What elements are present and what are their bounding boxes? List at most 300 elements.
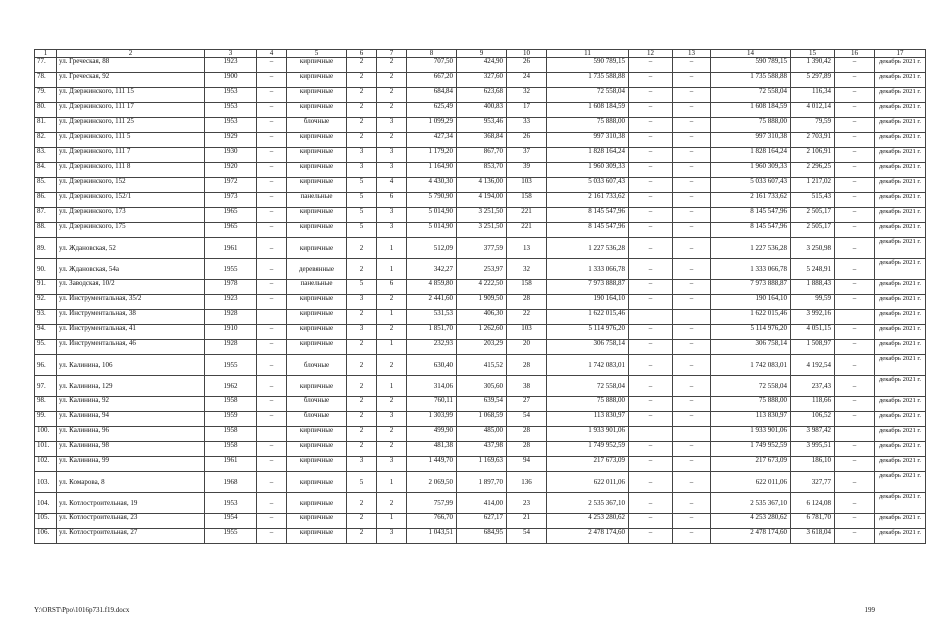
value-cell: 1 828 164,24 xyxy=(711,148,791,163)
value-cell: 103 xyxy=(507,178,547,193)
date-cell: декабрь 2021 г. xyxy=(875,295,926,310)
value-cell: 6 124,08 xyxy=(791,493,835,514)
value-cell: 22 xyxy=(507,310,547,325)
value-cell: 1 828 164,24 xyxy=(547,148,629,163)
value-cell: – xyxy=(257,259,287,280)
value-cell: 1965 xyxy=(205,208,257,223)
value-cell: 5 014,90 xyxy=(407,223,457,238)
value-cell: – xyxy=(673,376,711,397)
value-cell: – xyxy=(835,280,875,295)
date-cell: декабрь 2021 г. xyxy=(875,280,926,295)
address-cell: ул. Дзержинского, 175 xyxy=(57,223,205,238)
value-cell: кирпичные xyxy=(287,73,347,88)
value-cell: 2 xyxy=(347,355,377,376)
value-cell: 853,70 xyxy=(457,163,507,178)
value-cell: 2 069,50 xyxy=(407,472,457,493)
date-cell: декабрь 2021 г. xyxy=(875,340,926,355)
value-cell: 1958 xyxy=(205,442,257,457)
row-number-cell: 100. xyxy=(35,427,57,442)
value-cell: – xyxy=(257,280,287,295)
value-cell: – xyxy=(835,529,875,544)
value-cell: 2 xyxy=(347,310,377,325)
value-cell: – xyxy=(257,163,287,178)
value-cell: 2 xyxy=(377,103,407,118)
column-number-header: 10 xyxy=(507,50,547,58)
value-cell: – xyxy=(673,88,711,103)
date-cell: декабрь 2021 г. xyxy=(875,223,926,238)
value-cell: 94 xyxy=(507,457,547,472)
value-cell: 28 xyxy=(507,355,547,376)
value-cell: 414,00 xyxy=(457,493,507,514)
column-number-header: 5 xyxy=(287,50,347,58)
value-cell: кирпичные xyxy=(287,133,347,148)
value-cell: 590 789,15 xyxy=(547,58,629,73)
value-cell: 3 xyxy=(377,412,407,427)
value-cell: – xyxy=(257,133,287,148)
value-cell: 1 217,02 xyxy=(791,178,835,193)
date-cell: декабрь 2021 г. xyxy=(875,73,926,88)
value-cell: – xyxy=(673,178,711,193)
value-cell: – xyxy=(629,295,673,310)
value-cell: – xyxy=(835,355,875,376)
value-cell: – xyxy=(257,103,287,118)
value-cell: 1 169,63 xyxy=(457,457,507,472)
value-cell: кирпичные xyxy=(287,88,347,103)
value-cell: кирпичные xyxy=(287,325,347,340)
value-cell: 2 478 174,60 xyxy=(711,529,791,544)
value-cell: 1929 xyxy=(205,133,257,148)
table-row xyxy=(35,529,926,544)
column-number-header: 6 xyxy=(347,50,377,58)
value-cell: 5 xyxy=(347,472,377,493)
value-cell: 314,06 xyxy=(407,376,457,397)
value-cell: 757,99 xyxy=(407,493,457,514)
value-cell: – xyxy=(629,178,673,193)
address-cell: ул. Греческая, 92 xyxy=(57,73,205,88)
value-cell: 400,83 xyxy=(457,103,507,118)
value-cell: – xyxy=(257,148,287,163)
date-cell: декабрь 2021 г. xyxy=(875,355,926,376)
value-cell: – xyxy=(629,529,673,544)
table-row xyxy=(35,118,926,133)
row-number-cell: 105. xyxy=(35,514,57,529)
value-cell: 2 xyxy=(377,427,407,442)
value-cell: – xyxy=(673,397,711,412)
value-cell: 3 xyxy=(377,148,407,163)
value-cell: 2 xyxy=(377,442,407,457)
value-cell: 72 558,04 xyxy=(711,88,791,103)
housing-table xyxy=(34,49,926,544)
value-cell: 867,70 xyxy=(457,148,507,163)
value-cell: 1953 xyxy=(205,493,257,514)
value-cell: – xyxy=(629,58,673,73)
row-number-cell: 99. xyxy=(35,412,57,427)
row-number-cell: 90. xyxy=(35,259,57,280)
value-cell: 6 781,70 xyxy=(791,514,835,529)
value-cell: 1972 xyxy=(205,178,257,193)
value-cell: – xyxy=(629,397,673,412)
value-cell: 1 043,51 xyxy=(407,529,457,544)
table-row xyxy=(35,340,926,355)
value-cell: – xyxy=(257,529,287,544)
value-cell: 4 253 280,62 xyxy=(547,514,629,529)
date-cell: декабрь 2021 г. xyxy=(875,148,926,163)
value-cell: 5 xyxy=(347,208,377,223)
value-cell: – xyxy=(835,163,875,178)
value-cell xyxy=(257,310,287,325)
value-cell: блочные xyxy=(287,118,347,133)
value-cell: 2 xyxy=(347,427,377,442)
value-cell: – xyxy=(629,340,673,355)
value-cell: 1 164,90 xyxy=(407,163,457,178)
value-cell: – xyxy=(673,514,711,529)
row-number-cell: 94. xyxy=(35,325,57,340)
value-cell: 1958 xyxy=(205,427,257,442)
value-cell: 415,52 xyxy=(457,355,507,376)
address-cell: ул. Калинина, 96 xyxy=(57,427,205,442)
value-cell: – xyxy=(629,514,673,529)
value-cell: – xyxy=(673,223,711,238)
value-cell xyxy=(835,310,875,325)
value-cell: – xyxy=(257,118,287,133)
value-cell: 1 333 066,78 xyxy=(711,259,791,280)
value-cell: 1923 xyxy=(205,58,257,73)
value-cell: 2 296,25 xyxy=(791,163,835,178)
value-cell: – xyxy=(673,472,711,493)
date-cell: декабрь 2021 г. xyxy=(875,457,926,472)
date-cell: декабрь 2021 г. xyxy=(875,259,926,280)
date-cell: декабрь 2021 г. xyxy=(875,88,926,103)
value-cell: – xyxy=(257,457,287,472)
address-cell: ул. Калинина, 99 xyxy=(57,457,205,472)
value-cell: кирпичные xyxy=(287,472,347,493)
row-number-cell: 93. xyxy=(35,310,57,325)
value-cell: 1 742 083,01 xyxy=(711,355,791,376)
value-cell: 515,43 xyxy=(791,193,835,208)
column-number-header: 2 xyxy=(57,50,205,58)
value-cell: 72 558,04 xyxy=(547,88,629,103)
value-cell: 2 703,91 xyxy=(791,133,835,148)
value-cell: 75 888,00 xyxy=(547,397,629,412)
value-cell: 24 xyxy=(507,73,547,88)
row-number-cell: 82. xyxy=(35,133,57,148)
value-cell: 2 505,17 xyxy=(791,223,835,238)
value-cell: 5 033 607,43 xyxy=(711,178,791,193)
value-cell: – xyxy=(629,238,673,259)
value-cell: 622 011,06 xyxy=(711,472,791,493)
value-cell: 1 068,59 xyxy=(457,412,507,427)
value-cell: – xyxy=(835,178,875,193)
value-cell: 1978 xyxy=(205,280,257,295)
value-cell: – xyxy=(673,133,711,148)
value-cell: кирпичные xyxy=(287,148,347,163)
address-cell: ул. Инструментальная, 38 xyxy=(57,310,205,325)
value-cell: – xyxy=(257,238,287,259)
date-cell: декабрь 2021 г. xyxy=(875,58,926,73)
value-cell: 437,98 xyxy=(457,442,507,457)
value-cell: 1 xyxy=(377,340,407,355)
value-cell: – xyxy=(257,397,287,412)
value-cell: 2 505,17 xyxy=(791,208,835,223)
value-cell: – xyxy=(629,472,673,493)
value-cell: – xyxy=(629,193,673,208)
value-cell: – xyxy=(673,493,711,514)
value-cell: 406,30 xyxy=(457,310,507,325)
value-cell xyxy=(835,427,875,442)
value-cell: 481,38 xyxy=(407,442,457,457)
value-cell: 253,97 xyxy=(457,259,507,280)
column-number-header: 3 xyxy=(205,50,257,58)
date-cell: декабрь 2021 г. xyxy=(875,133,926,148)
value-cell: 4 253 280,62 xyxy=(711,514,791,529)
value-cell: 1955 xyxy=(205,529,257,544)
value-cell: – xyxy=(835,58,875,73)
value-cell: 1920 xyxy=(205,163,257,178)
value-cell: – xyxy=(629,118,673,133)
value-cell: 2 xyxy=(347,412,377,427)
address-cell: ул. Калинина, 92 xyxy=(57,397,205,412)
value-cell: – xyxy=(673,238,711,259)
column-number-header: 13 xyxy=(673,50,711,58)
table-row xyxy=(35,238,926,259)
value-cell: 54 xyxy=(507,412,547,427)
value-cell: 33 xyxy=(507,118,547,133)
address-cell: ул. Ждановская, 52 xyxy=(57,238,205,259)
value-cell: 7 973 888,87 xyxy=(547,280,629,295)
value-cell: 32 xyxy=(507,88,547,103)
value-cell: 1 xyxy=(377,514,407,529)
value-cell: 306 758,14 xyxy=(547,340,629,355)
value-cell: – xyxy=(835,442,875,457)
value-cell: 1973 xyxy=(205,193,257,208)
value-cell: кирпичные xyxy=(287,178,347,193)
value-cell: – xyxy=(257,376,287,397)
value-cell: блочные xyxy=(287,355,347,376)
value-cell: 5 297,89 xyxy=(791,73,835,88)
date-cell: декабрь 2021 г. xyxy=(875,193,926,208)
value-cell: 2 xyxy=(377,493,407,514)
value-cell: 1 735 588,88 xyxy=(711,73,791,88)
value-cell: 3 xyxy=(347,295,377,310)
value-cell: 217 673,09 xyxy=(711,457,791,472)
value-cell: 427,34 xyxy=(407,133,457,148)
table-row xyxy=(35,442,926,457)
value-cell: кирпичные xyxy=(287,442,347,457)
value-cell: кирпичные xyxy=(287,163,347,178)
value-cell: кирпичные xyxy=(287,310,347,325)
value-cell: 1 333 066,78 xyxy=(547,259,629,280)
date-cell: декабрь 2021 г. xyxy=(875,514,926,529)
value-cell: – xyxy=(629,259,673,280)
value-cell: – xyxy=(629,103,673,118)
value-cell: – xyxy=(673,148,711,163)
value-cell: – xyxy=(673,340,711,355)
value-cell: 327,60 xyxy=(457,73,507,88)
value-cell: – xyxy=(673,295,711,310)
address-cell: ул. Дзержинского, 111 7 xyxy=(57,148,205,163)
table-row xyxy=(35,103,926,118)
value-cell: 2 xyxy=(347,397,377,412)
table-row xyxy=(35,178,926,193)
address-cell: ул. Дзержинского, 111 5 xyxy=(57,133,205,148)
value-cell: 590 789,15 xyxy=(711,58,791,73)
value-cell: 2 xyxy=(347,88,377,103)
date-cell: декабрь 2021 г. xyxy=(875,103,926,118)
value-cell: – xyxy=(673,118,711,133)
value-cell: 2 xyxy=(377,58,407,73)
value-cell: 1900 xyxy=(205,73,257,88)
value-cell: 1 608 184,59 xyxy=(711,103,791,118)
value-cell: – xyxy=(673,442,711,457)
value-cell: 217 673,09 xyxy=(547,457,629,472)
value-cell: 1 622 015,46 xyxy=(547,310,629,325)
value-cell: блочные xyxy=(287,397,347,412)
value-cell: – xyxy=(257,355,287,376)
address-cell: ул. Инструментальная, 46 xyxy=(57,340,205,355)
value-cell: 625,49 xyxy=(407,103,457,118)
value-cell: 4 430,30 xyxy=(407,178,457,193)
value-cell: 203,29 xyxy=(457,340,507,355)
value-cell: – xyxy=(629,280,673,295)
address-cell: ул. Комарова, 8 xyxy=(57,472,205,493)
address-cell: ул. Заводская, 10/2 xyxy=(57,280,205,295)
table-row xyxy=(35,427,926,442)
value-cell: 1 390,42 xyxy=(791,58,835,73)
value-cell: – xyxy=(673,103,711,118)
row-number-cell: 98. xyxy=(35,397,57,412)
value-cell: 3 xyxy=(347,148,377,163)
value-cell: кирпичные xyxy=(287,295,347,310)
value-cell: 1 227 536,28 xyxy=(711,238,791,259)
row-number-cell: 89. xyxy=(35,238,57,259)
value-cell: 1955 xyxy=(205,259,257,280)
value-cell: 5 xyxy=(347,280,377,295)
value-cell: 1955 xyxy=(205,355,257,376)
value-cell: 37 xyxy=(507,148,547,163)
value-cell: 2 478 174,60 xyxy=(547,529,629,544)
column-number-header: 15 xyxy=(791,50,835,58)
value-cell: 4 222,50 xyxy=(457,280,507,295)
value-cell: 3 995,51 xyxy=(791,442,835,457)
value-cell: 8 145 547,96 xyxy=(711,223,791,238)
value-cell: 2 xyxy=(347,238,377,259)
date-cell: декабрь 2021 г. xyxy=(875,427,926,442)
value-cell: 997 310,38 xyxy=(711,133,791,148)
value-cell: 5 xyxy=(347,178,377,193)
value-cell: 667,20 xyxy=(407,73,457,88)
row-number-cell: 101. xyxy=(35,442,57,457)
value-cell: – xyxy=(835,223,875,238)
value-cell: 1 897,70 xyxy=(457,472,507,493)
value-cell: – xyxy=(673,259,711,280)
value-cell: – xyxy=(673,457,711,472)
value-cell: – xyxy=(257,193,287,208)
address-cell: ул. Дзержинского, 152/1 xyxy=(57,193,205,208)
value-cell: 1 xyxy=(377,259,407,280)
value-cell: 6 xyxy=(377,193,407,208)
value-cell: 75 888,00 xyxy=(547,118,629,133)
row-number-cell: 83. xyxy=(35,148,57,163)
value-cell: 1 909,50 xyxy=(457,295,507,310)
value-cell: – xyxy=(257,412,287,427)
value-cell: 2 106,91 xyxy=(791,148,835,163)
value-cell: – xyxy=(257,88,287,103)
value-cell: 1953 xyxy=(205,103,257,118)
value-cell: 99,59 xyxy=(791,295,835,310)
value-cell: 1968 xyxy=(205,472,257,493)
row-number-cell: 84. xyxy=(35,163,57,178)
row-number-cell: 91. xyxy=(35,280,57,295)
value-cell: 3 987,42 xyxy=(791,427,835,442)
date-cell: декабрь 2021 г. xyxy=(875,529,926,544)
value-cell: 3 xyxy=(377,208,407,223)
value-cell: 997 310,38 xyxy=(547,133,629,148)
value-cell: – xyxy=(835,514,875,529)
table-row xyxy=(35,88,926,103)
value-cell: – xyxy=(835,397,875,412)
value-cell: 1959 xyxy=(205,412,257,427)
table-row xyxy=(35,58,926,73)
table-row xyxy=(35,133,926,148)
column-number-header: 8 xyxy=(407,50,457,58)
value-cell: 26 xyxy=(507,58,547,73)
value-cell: 1 xyxy=(377,310,407,325)
value-cell: – xyxy=(835,73,875,88)
address-cell: ул. Котлостроительная, 23 xyxy=(57,514,205,529)
value-cell: 627,17 xyxy=(457,514,507,529)
value-cell: 39 xyxy=(507,163,547,178)
date-cell: декабрь 2021 г. xyxy=(875,472,926,493)
value-cell: 72 558,04 xyxy=(711,376,791,397)
value-cell: 5 033 607,43 xyxy=(547,178,629,193)
header-row xyxy=(35,50,926,58)
address-cell: ул. Инструментальная, 35/2 xyxy=(57,295,205,310)
value-cell: 1923 xyxy=(205,295,257,310)
value-cell: 622 011,06 xyxy=(547,472,629,493)
address-cell: ул. Греческая, 88 xyxy=(57,58,205,73)
value-cell: 1965 xyxy=(205,223,257,238)
column-number-header: 9 xyxy=(457,50,507,58)
value-cell: – xyxy=(629,325,673,340)
value-cell: кирпичные xyxy=(287,514,347,529)
value-cell: 221 xyxy=(507,208,547,223)
value-cell: 2 xyxy=(347,529,377,544)
address-cell: ул. Дзержинского, 111 8 xyxy=(57,163,205,178)
value-cell: – xyxy=(257,58,287,73)
value-cell: – xyxy=(835,493,875,514)
value-cell: – xyxy=(629,442,673,457)
value-cell: 3 xyxy=(377,529,407,544)
value-cell: 1 888,43 xyxy=(791,280,835,295)
value-cell: 3 xyxy=(377,163,407,178)
value-cell: 1930 xyxy=(205,148,257,163)
address-cell: ул. Дзержинского, 111 25 xyxy=(57,118,205,133)
value-cell: 1 933 901,06 xyxy=(711,427,791,442)
value-cell: панельные xyxy=(287,193,347,208)
value-cell: 2 xyxy=(347,514,377,529)
value-cell: 4 859,80 xyxy=(407,280,457,295)
value-cell: 1961 xyxy=(205,457,257,472)
value-cell: – xyxy=(673,58,711,73)
value-cell: 5 790,90 xyxy=(407,193,457,208)
date-cell: декабрь 2021 г. xyxy=(875,238,926,259)
value-cell: – xyxy=(257,178,287,193)
address-cell: ул. Калинина, 94 xyxy=(57,412,205,427)
value-cell: 1 960 309,33 xyxy=(711,163,791,178)
value-cell: – xyxy=(835,295,875,310)
value-cell: кирпичные xyxy=(287,208,347,223)
value-cell: 1961 xyxy=(205,238,257,259)
